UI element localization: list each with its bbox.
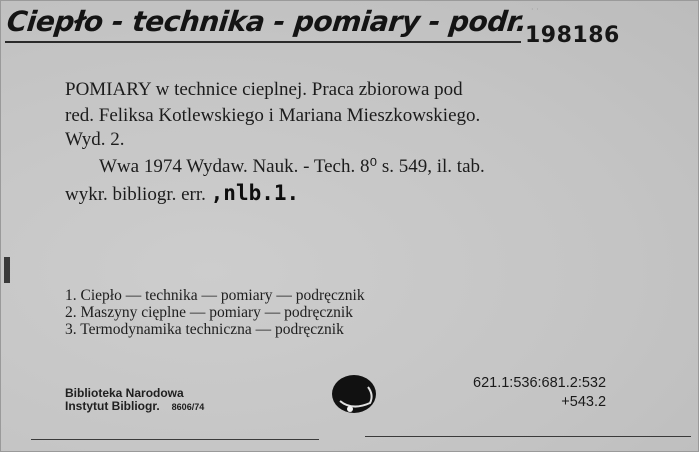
subject-heading-3: 3. Termodynamika techniczna — podręcznik (65, 321, 344, 338)
library-institute: Instytut Bibliogr. (65, 399, 160, 413)
description-line-2: red. Feliksa Kotlewskiego i Mariana Mieszkowskiego. (65, 105, 481, 126)
subject-heading-2: 2. Maszyny cięplne — pomiary — podręcznik (65, 304, 353, 321)
description-line-3: Wyd. 2. (65, 129, 125, 150)
library-code: 8606/74 (171, 402, 205, 412)
faint-ink-mark: · · (531, 5, 539, 14)
library-imprint (65, 387, 204, 414)
description-line-1: POMIARY w technice cieplnej. Praca zbiorowa pod (65, 79, 463, 100)
heading-underline (5, 41, 521, 43)
description-line-5 (65, 181, 299, 206)
edge-mark (4, 257, 10, 283)
classification-secondary: +543.2 (561, 394, 607, 410)
subject-heading-1: 1. Ciepło — technika — pomiary — podręcznik (65, 287, 365, 304)
description-line-5-text: wykr. bibliogr. err. (65, 184, 206, 205)
card-heading: Ciepło - technika - pomiary - podr. (5, 5, 529, 38)
punch-hole (330, 373, 380, 417)
bottom-rule-right (365, 436, 691, 437)
typed-addition: ,nlb.1. (210, 181, 300, 205)
subject-headings (65, 287, 365, 338)
bottom-rule-left (31, 439, 319, 440)
accession-number: 198186 (525, 23, 620, 48)
library-name: Biblioteka Narodowa (65, 386, 184, 400)
classification-primary: 621.1:536:681.2:532 (473, 375, 607, 391)
description-line-4: Wwa 1974 Wydaw. Nauk. - Tech. 8⁰ s. 549, il. tab. (99, 156, 485, 177)
classification-block (473, 374, 606, 412)
